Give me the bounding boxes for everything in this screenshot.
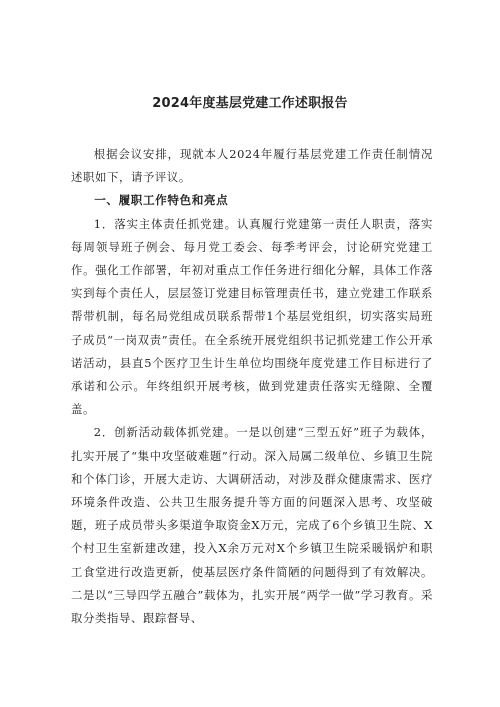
document-body [71, 143, 433, 630]
body-paragraph-1: 1．落实主体责任抓党建。认真履行党建第一责任人职责，落实每周领导班子例会、每月党工委会、每季考评会，讨论研究党建工作。强化工作部署，年初对重点工作任务进行细化分解，具体工作落实到每个责任人，层层签订党建目标管理责任书，建立党建工作联系帮带机制，每名局党组成员联系帮带1个基层党组织，切实落实局班子成员“一岗双责”责任。在全系统开展党组织书记抓党建工作公开承诺活动，县直5个医疗卫生计生单位均围绕年度党建工作目标进行了承诺和公示。年终组织开展考核，做到党建责任落实无缝隙、全覆盖。 [71, 216, 433, 417]
section-heading: 一、履职工作特色和亮点 [94, 193, 229, 208]
document-title: 2024年度基层党建工作述职报告 [152, 96, 348, 111]
intro-paragraph: 根据会议安排，现就本人2024年履行基层党建工作责任制情况述职如下，请予评议。 [71, 147, 433, 185]
body-paragraph-2: 2．创新活动载体抓党建。一是以创建“三型五好”班子为载体，扎实开展了“集中攻坚破难题”行动。深入局属二级单位、乡镇卫生院和个体门诊，开展大走访、大调研活动，对涉及群众健康需求、医疗环境条件改造、公共卫生服务提升等方面的问题深入思考、攻坚破题，班子成员带头多渠道争取资金X万元，完成了6个乡镇卫生院、X个村卫生室新建改建，投入X余万元对X个乡镇卫生院采暖锅炉和职工食堂进行改造更新，使基层医疗条件简陋的问题得到了有效解决。二是以“三导四学五融合”载体为，扎实开展“两学一做”学习教育。采取分类指导、跟踪督导、 [71, 425, 433, 626]
